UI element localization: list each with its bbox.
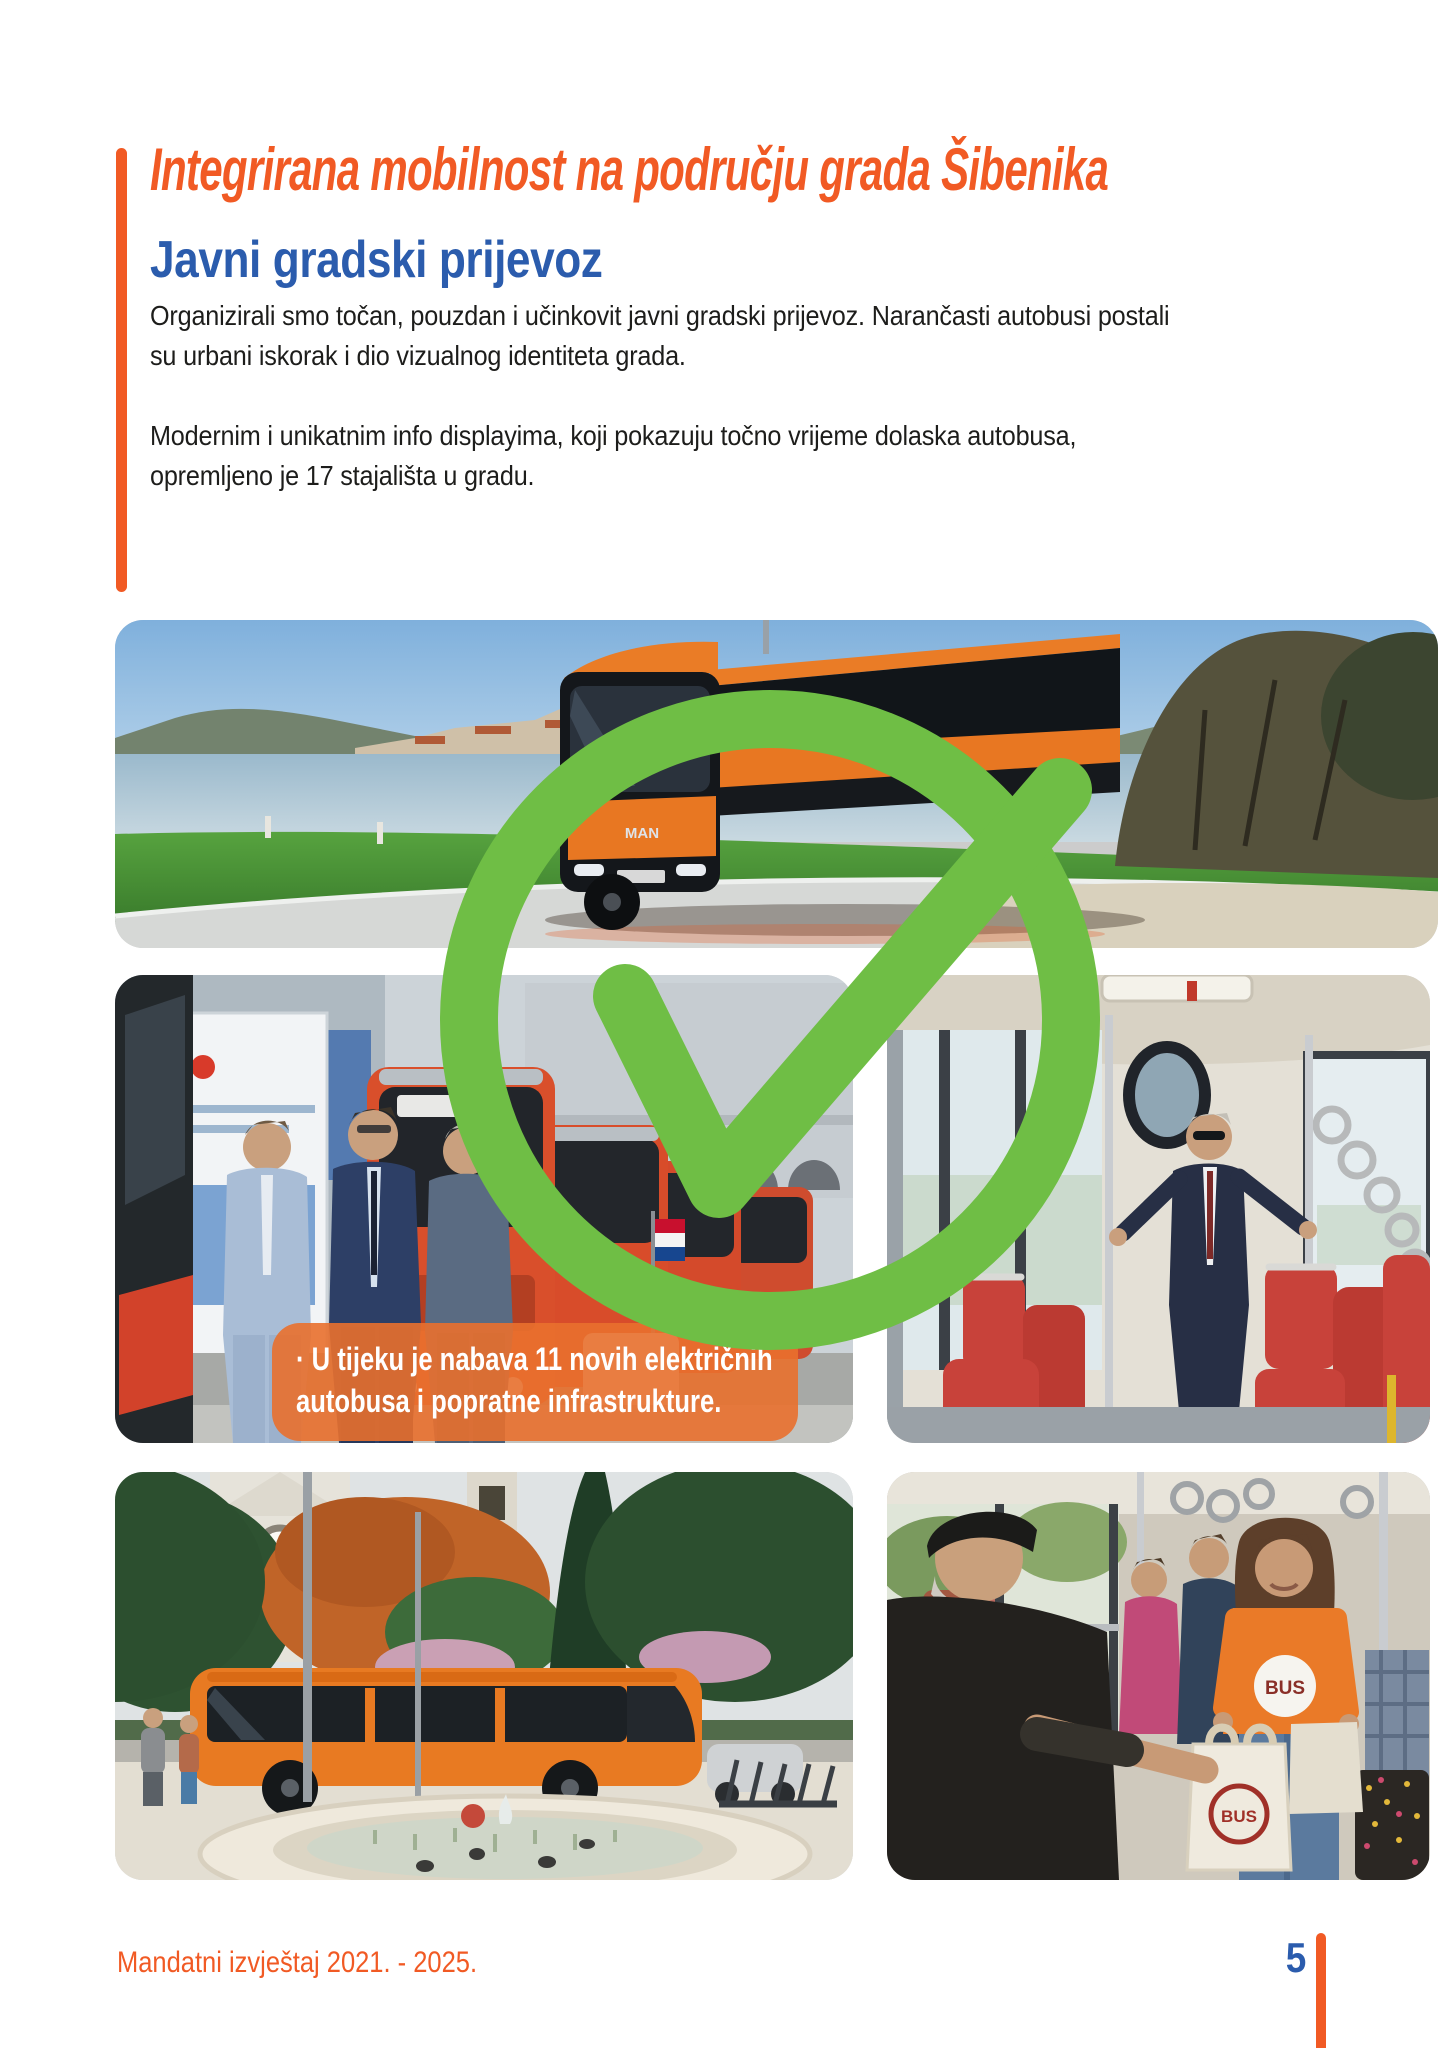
footer-report-label: Mandatni izvještaj 2021. - 2025. bbox=[117, 1946, 478, 1979]
bus-promotion-photo bbox=[887, 1472, 1430, 1880]
shirt-logo-text: BUS bbox=[1264, 1678, 1306, 1699]
callout-line-1: · U tijeku je nabava 11 novih električnih bbox=[296, 1341, 773, 1377]
bus-promotion-illustration bbox=[887, 1472, 1430, 1880]
croatian-flag bbox=[655, 1219, 685, 1261]
callout-line-2: autobusa i popratne infrastrukture. bbox=[296, 1383, 722, 1419]
bus-interior-illustration bbox=[887, 975, 1430, 1443]
paragraph-1-line-2: su urbani iskorak i dio vizualnog identiteta grada. bbox=[150, 340, 686, 371]
section-heading bbox=[150, 232, 682, 288]
procurement-callout bbox=[272, 1323, 798, 1441]
right-accent-bar bbox=[1316, 1933, 1326, 2048]
section-heading-text: Javni gradski prijevoz bbox=[150, 231, 603, 289]
bus-brand-text: MAN bbox=[624, 825, 660, 842]
tote-logo-text: BUS bbox=[1221, 1807, 1257, 1826]
paragraph-1-line-1: Organizirali smo točan, pouzdan i učinkovit javni gradski prijevoz. Narančasti autobusi postali bbox=[150, 300, 1170, 331]
left-accent-bar bbox=[116, 148, 127, 592]
page-title bbox=[150, 138, 1444, 202]
city-square-illustration bbox=[115, 1472, 853, 1880]
paragraph-2-line-1: Modernim i unikatnim info displayima, koji pokazuju točno vrijeme dolaska autobusa, bbox=[150, 420, 1077, 451]
page-title-text: Integrirana mobilnost na području grada Šibenika bbox=[150, 136, 1109, 203]
bus-waterfront-illustration bbox=[115, 620, 1438, 948]
page-number: 5 bbox=[1285, 1934, 1306, 1981]
bus-waterfront-photo bbox=[115, 620, 1438, 948]
paragraph-2-line-2: opremljeno je 17 stajališta u gradu. bbox=[150, 460, 535, 491]
bus-city-square-photo bbox=[115, 1472, 853, 1880]
bus-interior-photo bbox=[887, 975, 1430, 1443]
